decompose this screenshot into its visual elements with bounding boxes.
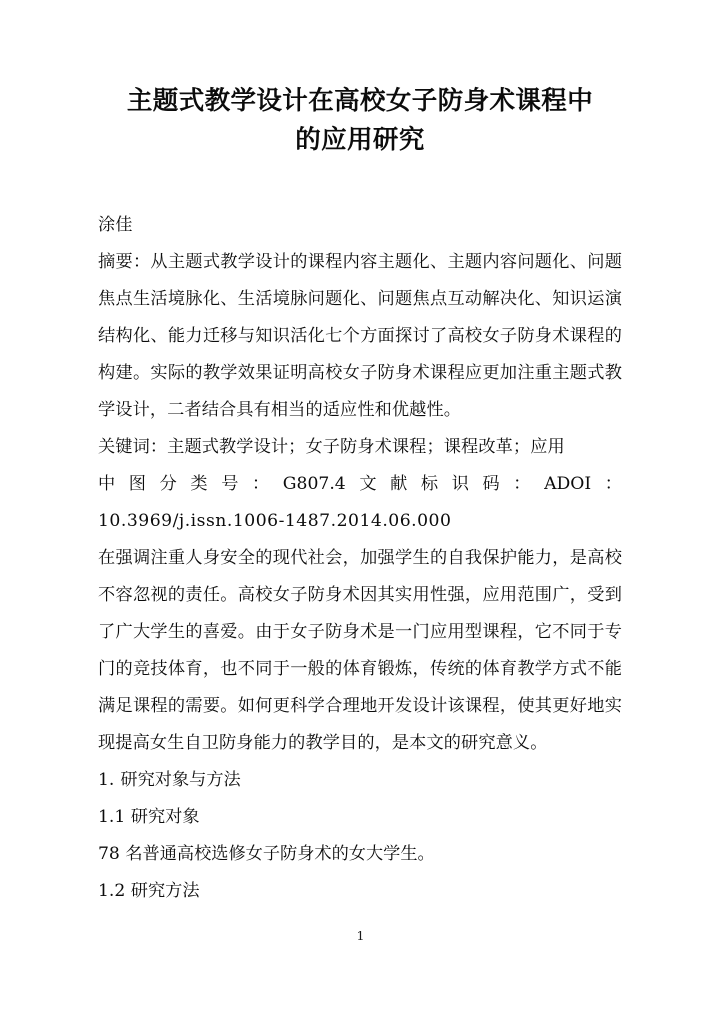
page-title <box>98 0 622 160</box>
section-number: 1. <box>98 770 115 790</box>
title-line-2: 的应用研究 <box>295 125 425 155</box>
section-heading-1 <box>98 762 622 799</box>
classification-segment: ： <box>251 474 270 494</box>
classification-code: G807.4 <box>282 474 346 494</box>
author-name: 涂佳 <box>98 215 133 235</box>
keywords-line: 关键词：主题式教学设计；女子防身术课程；课程改革；应用 <box>98 437 565 457</box>
classification-line <box>98 466 622 503</box>
classification-segment: 识 <box>451 474 469 494</box>
classification-segment: 分 <box>159 474 177 494</box>
classification-segment: 号 <box>221 474 239 494</box>
section-heading-1-1: 1.1 研究对象 <box>98 807 200 827</box>
page-content <box>98 0 622 910</box>
classification-segment: 文 <box>359 474 377 494</box>
section-heading-1-2: 1.2 研究方法 <box>98 881 200 901</box>
section-title: 研究对象与方法 <box>120 770 241 790</box>
classification-segment: 献 <box>390 474 408 494</box>
classification-segment: ： <box>513 474 531 494</box>
classification-segment: 标 <box>420 474 439 494</box>
section-1-1-text: 78 名普通高校选修女子防身术的女大学生。 <box>98 844 435 864</box>
classification-segment: 码 <box>482 474 500 494</box>
classification-segment: ： <box>604 474 622 494</box>
classification-segment: 图 <box>128 474 146 494</box>
page-number: 1 <box>356 928 365 943</box>
classification-segment: 类 <box>190 474 208 494</box>
abstract-paragraph: 摘要：从主题式教学设计的课程内容主题化、主题内容问题化、问题焦点生活境脉化、生活境脉问题化、问题焦点互动解决化、知识运演结构化、能力迁移与知识活化七个方面探讨了高校女子防身术课程的构建。实际的教学效果证明高校女子防身术课程应更加注重主题式教学设计，二者结合具有相当的适应性和优越性。 <box>98 252 622 420</box>
doi-line: 10.3969/j.issn.1006-1487.2014.06.000 <box>98 511 452 531</box>
title-line-1: 主题式教学设计在高校女子防身术课程中 <box>126 86 594 116</box>
classification-segment: 中 <box>98 474 116 494</box>
document-code: ADOI <box>544 474 592 494</box>
body-paragraph: 在强调注重人身安全的现代社会，加强学生的自我保护能力，是高校不容忽视的责任。高校女子防身术因其实用性强，应用范围广，受到了广大学生的喜爱。由于女子防身术是一门应用型课程，它不同于专门的竞技体育，也不同于一般的体育锻炼，传统的体育教学方式不能满足课程的需要。如何更科学合理地开发设计该课程，使其更好地实现提高女生自卫防身能力的教学目的，是本文的研究意义。 <box>98 548 622 753</box>
